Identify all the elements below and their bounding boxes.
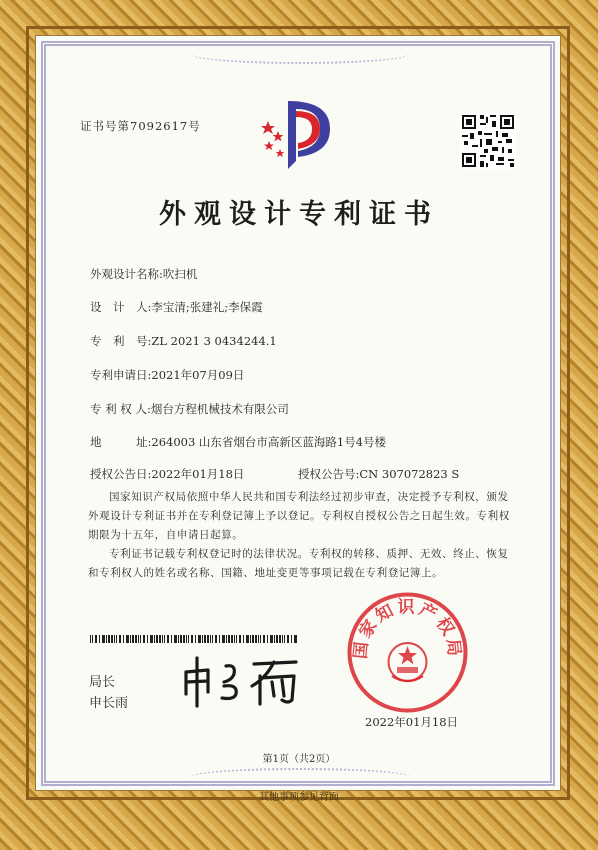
filing-date-row (90, 367, 244, 383)
official-seal-icon (345, 590, 470, 715)
grant-date-label: 授权公告日: (90, 467, 152, 481)
patent-number-label: 专 利 号: (90, 334, 152, 348)
grant-number-label: 授权公告号: (298, 467, 360, 481)
signature-image (178, 650, 308, 710)
patentee-value: 烟台方程机械技术有限公司 (150, 402, 289, 416)
design-name-label: 外观设计名称: (90, 267, 163, 281)
filing-date-label: 专利申请日: (90, 368, 152, 382)
address-value: 264003 山东省烟台市高新区蓝海路1号4号楼 (151, 435, 387, 449)
grant-number-value: CN 307072823 S (359, 467, 460, 481)
cnipa-logo-icon (258, 95, 340, 175)
qr-code-icon (460, 113, 516, 169)
design-name-row (90, 266, 197, 282)
address-label: 地 址: (90, 435, 152, 449)
patent-number-value: ZL 2021 3 0434244.1 (151, 334, 277, 348)
designer-label: 设 计 人: (90, 300, 152, 314)
signatory-name: 申长雨 (89, 696, 129, 711)
certificate-number: 证书号第7092617号 (80, 119, 201, 133)
barcode-icon (90, 635, 300, 643)
patentee-row (90, 401, 289, 417)
legal-status-paragraph: 专利证书记载专利权登记时的法律状况。专利权的转移、质押、无效、终止、恢复和专利权人的姓名或名称、国籍、地址变更等事项记载在专利登记簿上。 (88, 548, 509, 579)
guilloche-bottom-ornament (190, 768, 410, 786)
signatory-title: 局长 (89, 675, 116, 690)
grant-number-row (298, 466, 459, 482)
designer-value: 李宝清;张建礼;李保霞 (151, 300, 263, 314)
grant-date-value: 2022年01月18日 (151, 467, 245, 481)
seal-text: 国家知识产权局 (350, 597, 465, 660)
grant-date-row (90, 466, 244, 482)
back-note: 其他事项参见背面 (259, 792, 339, 803)
certificate-title: 外观设计专利证书 (159, 199, 439, 230)
designer-row (90, 299, 263, 315)
filing-date-value: 2021年07月09日 (151, 368, 245, 382)
patentee-label: 专 利 权 人: (90, 402, 151, 416)
patent-number-row (90, 333, 277, 349)
guilloche-top-ornament (190, 44, 410, 64)
seal-date: 2022年01月18日 (365, 715, 459, 729)
address-row (90, 434, 386, 450)
design-name-value: 吹扫机 (162, 267, 198, 281)
page-number: 第1页（共2页） (262, 754, 336, 765)
grant-statement-paragraph: 国家知识产权局依照中华人民共和国专利法经过初步审查，决定授予专利权，颁发外观设计专利证书并在专利登记簿上予以登记。专利权自授权公告之日起生效。专利权期限为十五年，自申请日起算。 (88, 491, 510, 541)
